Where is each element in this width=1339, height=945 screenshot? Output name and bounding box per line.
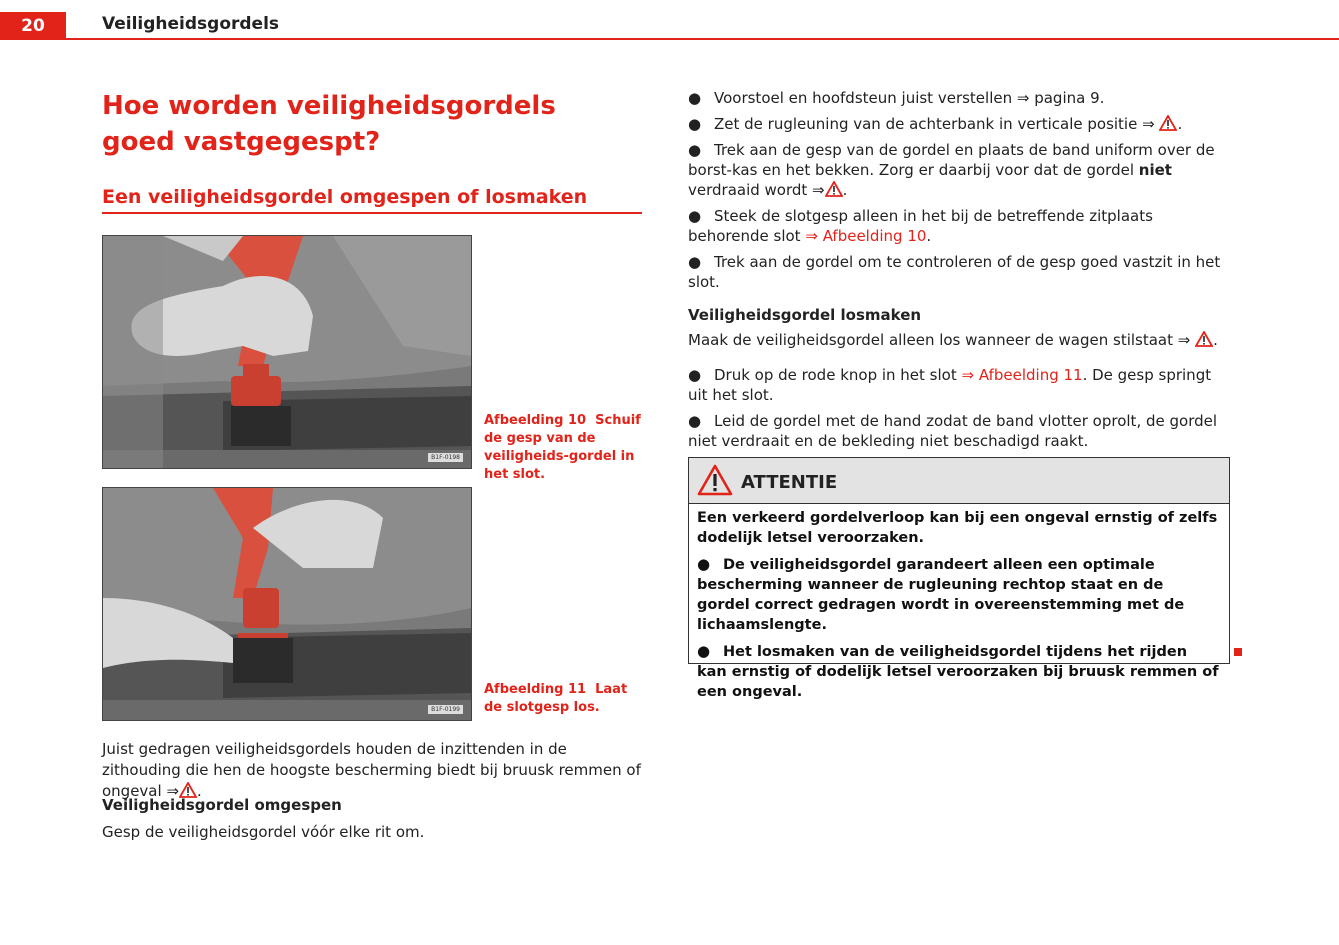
list-item: ● Druk op de rode knop in het slot ⇒ Afbeelding 11. De gesp springt uit het slot. [688, 366, 1212, 404]
attention-body [689, 504, 1229, 702]
running-title: Veiligheidsgordels [102, 14, 280, 34]
list-item: ● Leid de gordel met de hand zodat de band vlotter oprolt, de gordel niet verdraait en de bekleding niet beschadigd raakt. [688, 412, 1218, 450]
figure-10-link[interactable]: ⇒ Afbeelding 10 [805, 227, 927, 245]
section-end-marker [1234, 648, 1242, 656]
attention-paragraph: Een verkeerd gordelverloop kan bij een ongeval ernstig of zelfs dodelijk letsel veroorzaken. [697, 510, 1218, 546]
section-title: Een veiligheidsgordel omgespen of losmaken [102, 186, 642, 214]
warning-triangle-icon [697, 464, 733, 496]
attention-box [688, 457, 1230, 700]
list-item: ● Trek aan de gesp van de gordel en plaats de band uniform over de borst-kas en het bekken. Zorg er daarbij voor dat de gordel niet verdraaid wordt ⇒ . [688, 141, 1215, 199]
warning-icon [1159, 115, 1177, 131]
omgespen-text: Gesp de veiligheidsgordel vóór elke rit om. [102, 823, 425, 841]
attention-header [689, 458, 1229, 504]
figure-code: B1F-0199 [428, 705, 463, 714]
losmaken-text: Maak de veiligheidsgordel alleen los wanneer de wagen stilstaat ⇒ . [688, 331, 1218, 349]
subsection-title-losmaken: Veiligheidsgordel losmaken [688, 306, 922, 324]
figure-11-image [102, 487, 472, 721]
list-item: ● Voorstoel en hoofdsteun juist verstellen ⇒ pagina 9. [688, 89, 1105, 107]
list-item: ● Trek aan de gordel om te controleren of de gesp goed vastzit in het slot. [688, 253, 1221, 291]
figure-label: Afbeelding 11 [484, 682, 587, 697]
page-title: Hoe worden veiligheidsgordels goed vastgegespt? [102, 91, 556, 157]
attention-bullet: ● De veiligheidsgordel garandeert alleen een optimale bescherming wanneer de rugleuning rechtop staat en de gordel correct gedragen wordt in overeenstemming met de lichaamslengte. [697, 555, 1185, 633]
figure-caption-text: Laat de slotgesp los. [484, 682, 628, 715]
figure-label: Afbeelding 10 [484, 413, 587, 428]
intro-paragraph: Juist gedragen veiligheidsgordels houden de inzittenden in de zithouding die hen de hoogste bescherming biedt bij bruusk remmen of ongeval ⇒ . [102, 740, 641, 800]
header-rule [66, 38, 1339, 40]
warning-icon [825, 181, 843, 197]
figure-caption-text: Schuif de gesp van de veiligheids-gordel in het slot. [484, 413, 641, 482]
attention-title: ATTENTIE [741, 472, 838, 493]
list-item: ● Zet de rugleuning van de achterbank in verticale positie ⇒ . [688, 115, 1183, 133]
warning-icon [1195, 331, 1213, 347]
figure-code: B1F-0198 [428, 453, 463, 462]
figure-11-link[interactable]: ⇒ Afbeelding 11 [961, 366, 1083, 384]
attention-bullet: ● Het losmaken van de veiligheidsgordel tijdens het rijden kan ernstig of dodelijk letsel veroorzaken bij bruusk remmen of een ongeval. [697, 642, 1219, 700]
subsection-title-omgespen: Veiligheidsgordel omgespen [102, 796, 342, 814]
figure-10-caption [484, 412, 644, 484]
page-header [0, 0, 1339, 42]
figure-11-caption [484, 681, 644, 717]
figure-10-image [102, 235, 472, 469]
right-column [688, 88, 1233, 457]
page-number: 20 [0, 12, 66, 40]
list-item: ● Steek de slotgesp alleen in het bij de betreffende zitplaats behorende slot ⇒ Afbeelding 10. [688, 207, 1153, 245]
